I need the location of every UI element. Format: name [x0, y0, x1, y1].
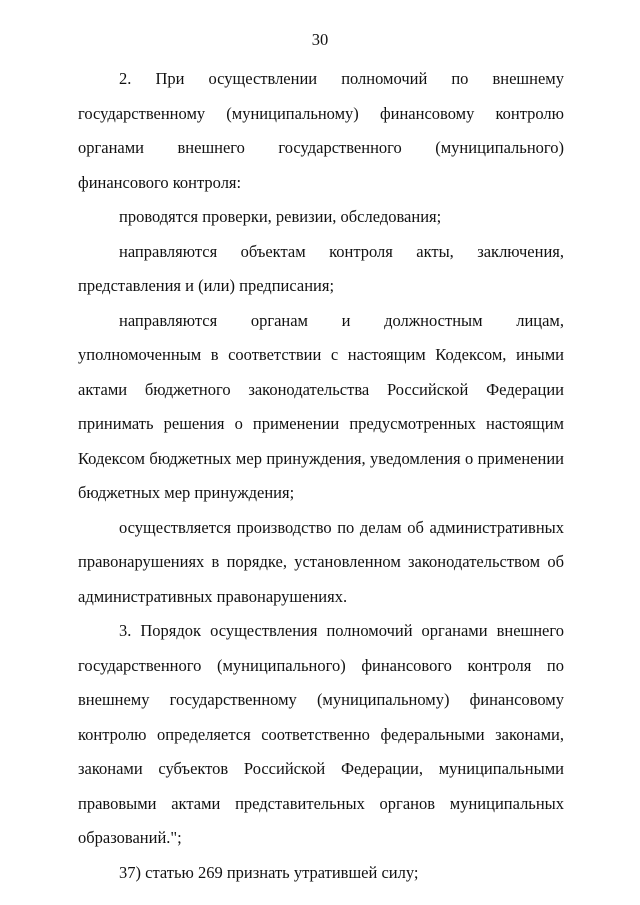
paragraph-notices-sent: направляются органам и должностным лицам, уполномоченным в соответствии с настоящим Кодексом, иными актами бюджетного законодательства Российской Федерации принимать решения о применении предусмотренных настоящим Кодексом бюджетных мер принуждения, уведомления о применении бюджетных мер принуждения;	[78, 310, 564, 502]
paragraph-item-3: 3. Порядок осуществления полномочий органами внешнего государственного (муниципального) финансового контроля по внешнему государственному (муниципальному) финансовому контролю определяется соответственно федеральными законами, законами субъектов Российской Федерации, муниципальными правовыми актами представительных органов муниципальных образований.";	[78, 621, 564, 847]
paragraph-item-2: 2. При осуществлении полномочий по внешнему государственному (муниципальному) финансовому контролю органами внешнего государственного (муниципального) финансового контроля:	[78, 69, 564, 192]
document-body	[78, 62, 564, 890]
page-number: 30	[311, 30, 329, 49]
paragraph-administrative-proceedings: осуществляется производство по делам об административных правонарушениях в порядке, установленном законодательством об административных правонарушениях.	[78, 517, 564, 606]
paragraph-acts-sent: направляются объектам контроля акты, заключения, представления и (или) предписания;	[78, 241, 564, 295]
paragraph-item-37: 37) статью 269 признать утратившей силу;	[119, 862, 419, 882]
paragraph-inspections: проводятся проверки, ревизии, обследования;	[119, 207, 442, 226]
